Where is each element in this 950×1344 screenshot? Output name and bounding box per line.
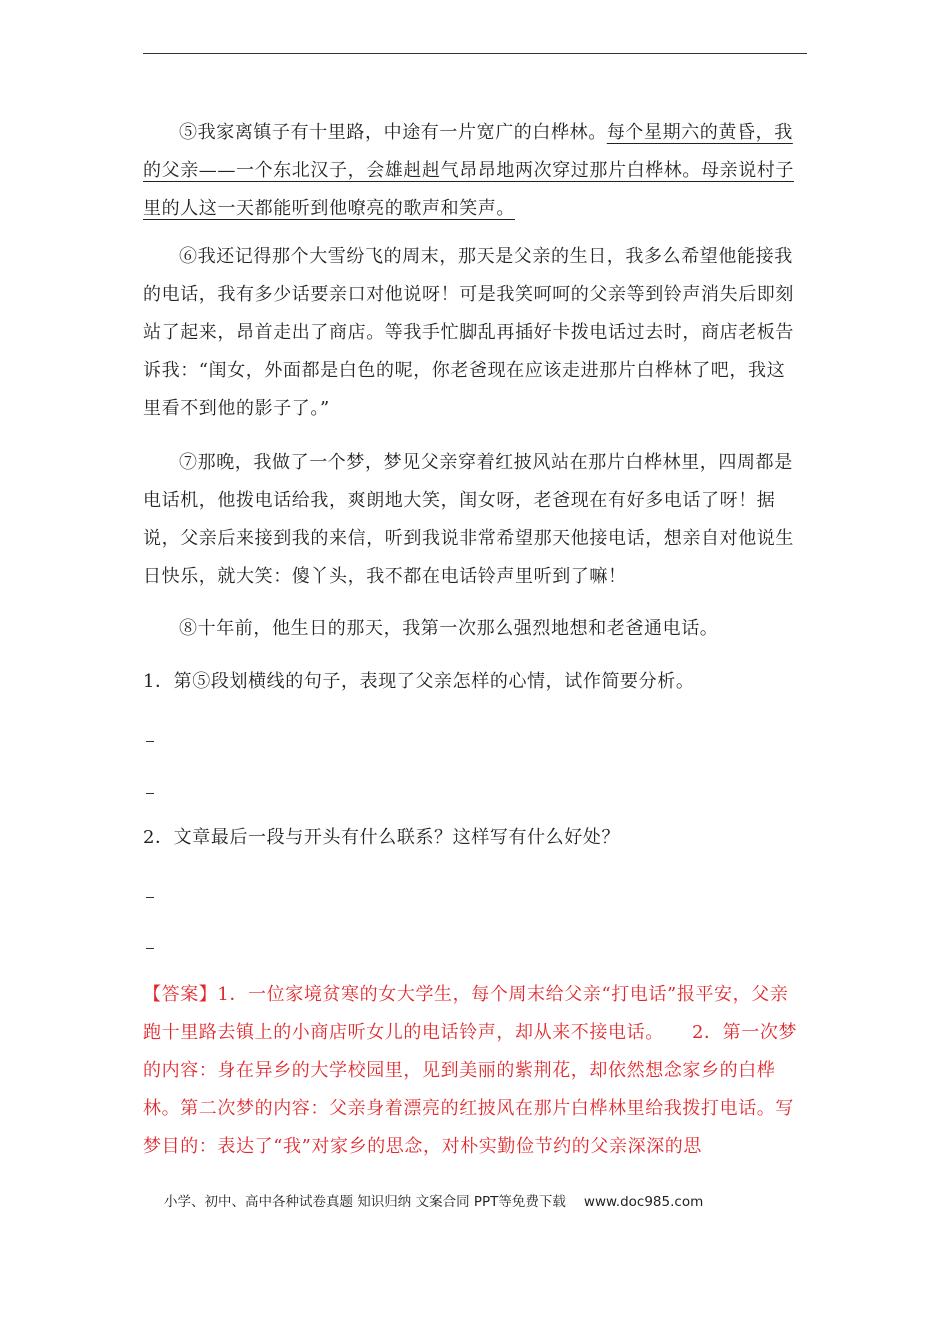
paragraph-5-underlined-sentence: 每个星期六的黄昏，我的父亲——一个东北汉子，会雄赳赳气昂昂地两次穿过那片白桦林。母亲说村子里的人这一天都能听到他嘹亮的歌声和笑声。 <box>143 122 794 219</box>
footer-url[interactable]: www.doc985.com <box>583 1194 704 1210</box>
paragraph-6: ⑥我还记得那个大雪纷飞的周末，那天是父亲的生日，我多么希望他能接我的电话，我有多少话要亲口对他说呀！可是我笑呵呵的父亲等到铃声消失后即刻站了起来，昂首走出了商店。等我手忙脚乱再插好卡拨电话过去时，商店老板告诉我：“闺女，外面都是白色的呢，你老爸现在应该走进那片白桦林了吧，我这里看不到他的影子了。” <box>143 246 794 419</box>
answer-blank[interactable] <box>146 948 154 949</box>
answer-blank[interactable] <box>146 741 154 742</box>
header-rule <box>143 53 807 54</box>
answer-blank[interactable] <box>146 897 154 898</box>
footer-text: 小学、初中、高中各种试卷真题 知识归纳 文案合同 PPT等免费下载 <box>164 1194 566 1210</box>
paragraph-5 <box>143 114 798 228</box>
paragraph-8: ⑧十年前，他生日的那天，我第一次那么强烈地想和老爸通电话。 <box>179 618 719 639</box>
question-1: 1．第⑤段划横线的句子，表现了父亲怎样的心情，试作简要分析。 <box>143 671 695 692</box>
question-2: 2．文章最后一段与开头有什么联系？这样写有什么好处？ <box>143 827 621 848</box>
paragraph-5-text: ⑤我家离镇子有十里路，中途有一片宽广的白桦林。 <box>179 122 607 143</box>
answer-block: 【答案】1．一位家境贫寒的女大学生，每个周末给父亲“打电话”报平安，父亲跑十里路去镇上的小商店听女儿的电话铃声，却从来不接电话。 2．第一次梦的内容：身在异乡的大学校园里，见到美丽的紫荆花，却依然想念家乡的白桦林。第二次梦的内容：父亲身着漂亮的红披风在那片白桦林里给我拨打电话。写梦目的：表达了“我”对家乡的思念，对朴实勤俭节约的父亲深深的思 <box>143 984 798 1157</box>
answer-blank[interactable] <box>146 793 154 794</box>
paragraph-7: ⑦那晚，我做了一个梦，梦见父亲穿着红披风站在那片白桦林里，四周都是电话机，他拨电话给我，爽朗地大笑，闺女呀，老爸现在有好多电话了呀！据说，父亲后来接到我的来信，听到我说非常希望那天他接电话，想亲自对他说生日快乐，就大笑：傻丫头，我不都在电话铃声里听到了嘛！ <box>143 452 794 587</box>
footer <box>164 1190 804 1210</box>
